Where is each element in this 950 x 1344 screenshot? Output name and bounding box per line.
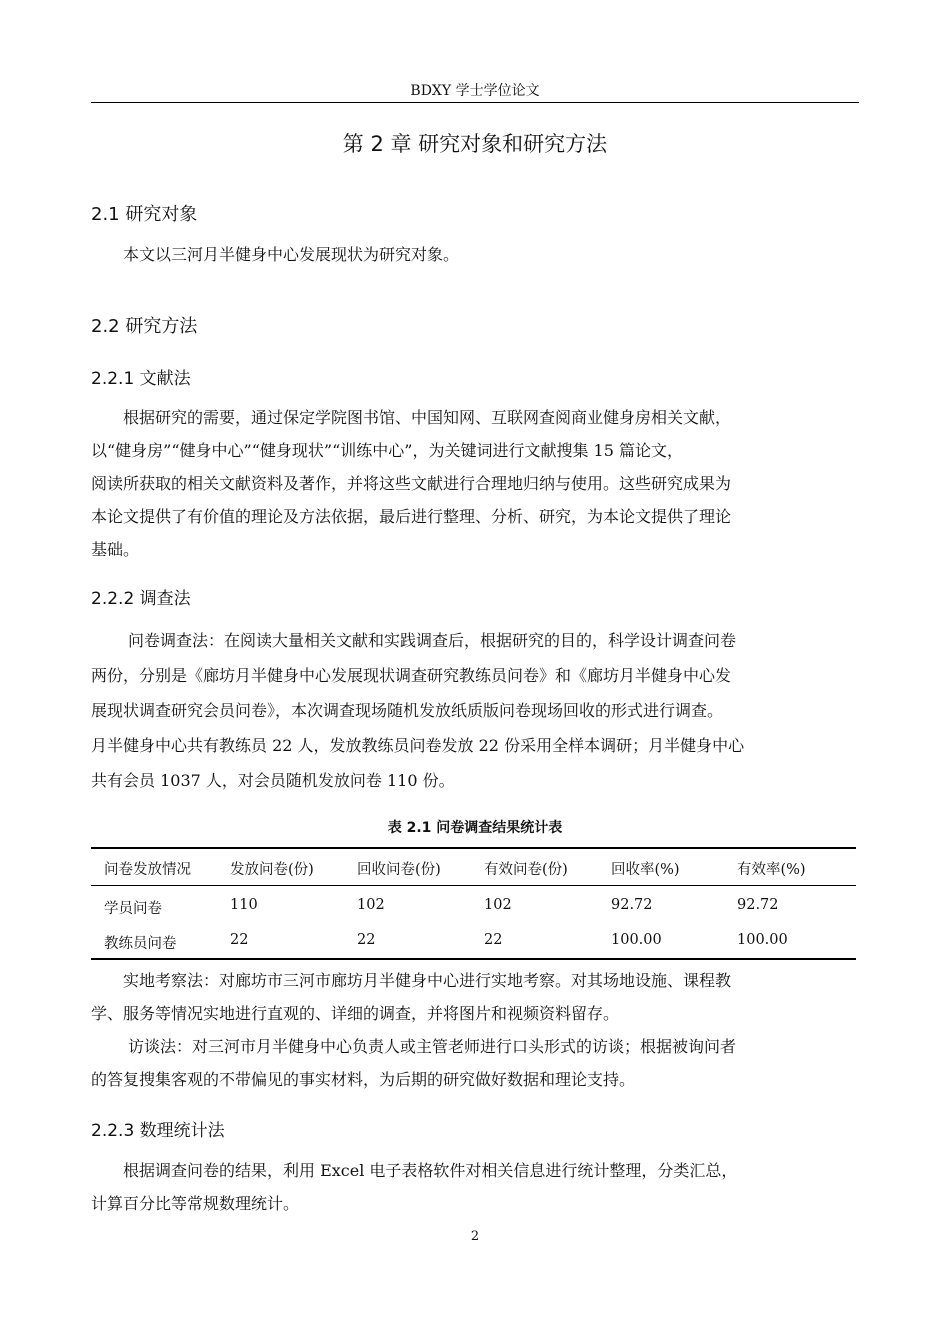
- paragraph-line: 访谈法：对三河市月半健身中心负责人或主管老师进行口头形式的访谈；根据被询问者: [128, 1037, 737, 1056]
- table-cell: 22: [230, 932, 249, 948]
- paragraph-line: 两份，分别是《廊坊月半健身中心发展现状调查研究教练员问卷》和《廊坊月半健身中心发: [91, 666, 732, 685]
- table-caption: 表 2.1 问卷调查结果统计表: [387, 820, 563, 836]
- section-2-2-heading: 2.2 研究方法: [91, 316, 198, 337]
- table-top-rule: [91, 847, 856, 849]
- table-bottom-rule: [91, 958, 856, 960]
- table-cell: 100.00: [737, 932, 788, 948]
- table-cell: 92.72: [737, 897, 779, 913]
- paragraph-line: 根据研究的需要，通过保定学院图书馆、中国知网、互联网查阅商业健身房相关文献，: [123, 408, 732, 427]
- paragraph-line: 根据调查问卷的结果，利用 Excel 电子表格软件对相关信息进行统计整理，分类汇总，: [123, 1161, 738, 1180]
- table-cell: 102: [484, 897, 512, 913]
- table-cell: 22: [484, 932, 503, 948]
- table-cell: 100.00: [611, 932, 662, 948]
- table-cell: 22: [357, 932, 376, 948]
- table-header-cell: 有效问卷(份): [484, 862, 568, 878]
- table-header-cell: 问卷发放情况: [104, 862, 191, 878]
- page-number: 2: [470, 1229, 480, 1244]
- table-header-cell: 回收问卷(份): [357, 862, 441, 878]
- section-2-2-1-heading: 2.2.1 文献法: [91, 369, 191, 389]
- header-divider: [91, 102, 859, 103]
- table-cell: 102: [357, 897, 385, 913]
- table-header-rule: [91, 885, 856, 886]
- paragraph-line: 以“健身房”“健身中心”“健身现状”“训练中心”，为关键词进行文献搜集 15 篇论文，: [91, 441, 683, 460]
- paragraph-line: 本论文提供了有价值的理论及方法依据，最后进行整理、分析、研究，为本论文提供了理论: [91, 507, 732, 526]
- paragraph-line: 展现状调查研究会员问卷》，本次调查现场随机发放纸质版问卷现场回收的形式进行调查。: [91, 701, 724, 720]
- table-cell: 学员问卷: [104, 901, 162, 917]
- table-cell: 92.72: [611, 897, 653, 913]
- section-2-2-2-heading: 2.2.2 调查法: [91, 589, 191, 609]
- paragraph-line: 阅读所获取的相关文献资料及著作，并将这些文献进行合理地归纳与使用。这些研究成果为: [91, 474, 732, 493]
- section-2-1-heading: 2.1 研究对象: [91, 204, 198, 225]
- paragraph-line: 计算百分比等常规数理统计。: [91, 1194, 300, 1213]
- paragraph-line: 的答复搜集客观的不带偏见的事实材料，为后期的研究做好数据和理论支持。: [91, 1070, 636, 1089]
- paragraph-line: 学、服务等情况实地进行直观的、详细的调查，并将图片和视频资料留存。: [91, 1004, 620, 1023]
- paragraph-line: 本文以三河月半健身中心发展现状为研究对象。: [123, 245, 460, 264]
- paragraph-line: 实地考察法：对廊坊市三河市廊坊月半健身中心进行实地考察。对其场地设施、课程教: [123, 971, 732, 990]
- table-header-cell: 回收率(%): [611, 862, 680, 878]
- paragraph-line: 基础。: [91, 540, 140, 559]
- paragraph-line: 问卷调查法：在阅读大量相关文献和实践调查后，根据研究的目的，科学设计调查问卷: [128, 631, 737, 650]
- running-header: BDXY 学士学位论文: [410, 83, 540, 99]
- paragraph-line: 共有会员 1037 人，对会员随机发放问卷 110 份。: [91, 771, 455, 790]
- table-cell: 教练员问卷: [104, 936, 177, 952]
- table-header-cell: 有效率(%): [737, 862, 806, 878]
- table-header-cell: 发放问卷(份): [230, 862, 314, 878]
- paragraph-line: 月半健身中心共有教练员 22 人，发放教练员问卷发放 22 份采用全样本调研；月半健身中心: [91, 736, 745, 755]
- chapter-title: 第 2 章 研究对象和研究方法: [342, 132, 608, 156]
- table-cell: 110: [230, 897, 258, 913]
- section-2-2-3-heading: 2.2.3 数理统计法: [91, 1121, 225, 1141]
